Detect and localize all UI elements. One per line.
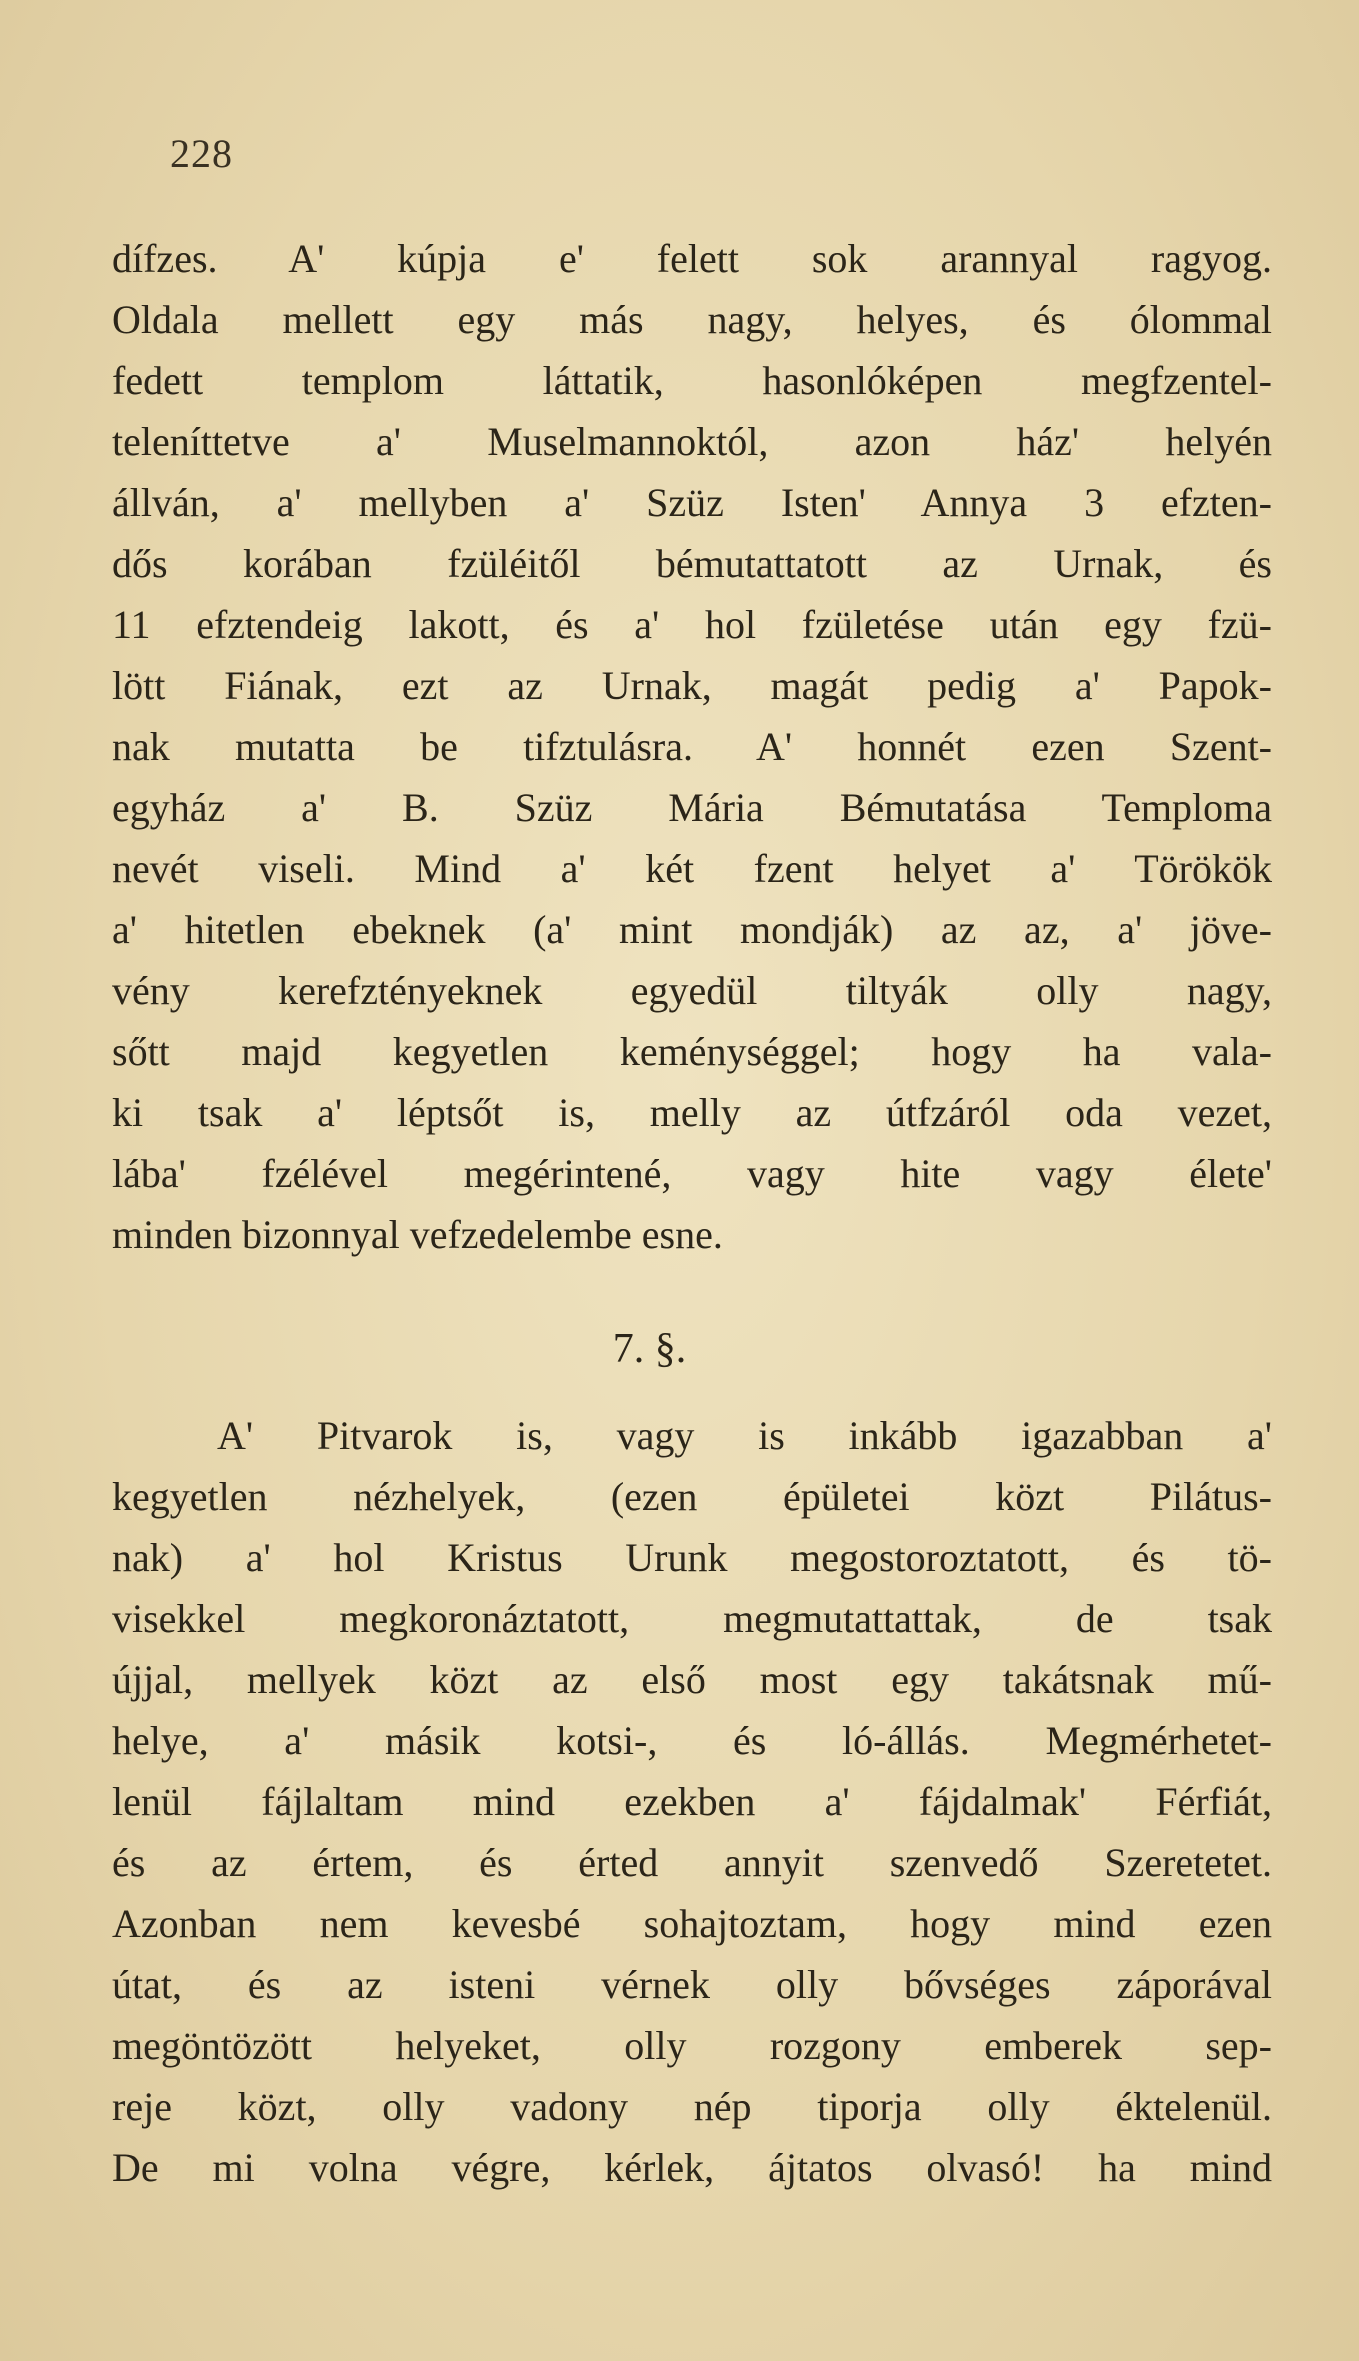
text-line: megöntözött helyeket, olly rozgony emberek sep- — [112, 2023, 1272, 2068]
text-line: lába' fzélével megérintené, vagy hite vagy élete' — [112, 1151, 1272, 1196]
text-line: útat, és az isteni vérnek olly bővséges záporával — [112, 1962, 1272, 2007]
text-line: helye, a' másik kotsi-, és ló-állás. Megmérhetet- — [112, 1718, 1272, 1763]
text-line: De mi volna végre, kérlek, ájtatos olvasó! ha mind — [112, 2145, 1272, 2190]
text-line: nak mutatta be tifztulásra. A' honnét ezen Szent- — [112, 724, 1272, 769]
text-line: vény kerefztényeknek egyedül tiltyák olly nagy, — [112, 968, 1272, 1013]
text-line: kegyetlen nézhelyek, (ezen épületei közt Pilátus- — [112, 1474, 1272, 1519]
text-line: Azonban nem kevesbé sohajtoztam, hogy mind ezen — [112, 1901, 1272, 1946]
text-line: ki tsak a' léptsőt is, melly az útfzáról oda vezet, — [112, 1090, 1272, 1135]
text-line: állván, a' mellyben a' Szüz Isten' Annya 3 efzten- — [112, 480, 1272, 525]
text-line: és az értem, és érted annyit szenvedő Szeretetet. — [112, 1840, 1272, 1885]
section-heading-text: 7. §. — [612, 1326, 687, 1372]
section-heading — [0, 1325, 1359, 1373]
text-line: újjal, mellyek közt az első most egy takátsnak mű- — [112, 1657, 1272, 1702]
text-line: fedett templom láttatik, hasonlóképen megfzentel- — [112, 358, 1272, 403]
text-line: lött Fiának, ezt az Urnak, magát pedig a' Papok- — [112, 663, 1272, 708]
text-line: sőtt majd kegyetlen keménységgel; hogy ha vala- — [112, 1029, 1272, 1074]
text-line: teleníttetve a' Muselmannoktól, azon ház' helyén — [112, 419, 1272, 464]
text-line: dífzes. A' kúpja e' felett sok arannyal ragyog. — [112, 236, 1272, 281]
text-line: minden bizonnyal vefzedelembe esne. — [112, 1212, 723, 1257]
text-line: 11 efztendeig lakott, és a' hol fzületése után egy fzü- — [112, 602, 1272, 647]
paragraph-2 — [112, 1405, 1272, 2198]
text-line: egyház a' B. Szüz Mária Bémutatása Temploma — [112, 785, 1272, 830]
text-line: nevét viseli. Mind a' két fzent helyet a' Törökök — [112, 846, 1272, 891]
text-line: Oldala mellett egy más nagy, helyes, és ólommal — [112, 297, 1272, 342]
text-line: reje közt, olly vadony nép tiporja olly éktelenül. — [112, 2084, 1272, 2129]
text-line: a' hitetlen ebeknek (a' mint mondják) az az, a' jöve- — [112, 907, 1272, 952]
text-line: nak) a' hol Kristus Urunk megostoroztatott, és tö- — [112, 1535, 1272, 1580]
text-line: dős korában fzüléitől bémutattatott az Urnak, és — [112, 541, 1272, 586]
text-line: visekkel megkoronáztatott, megmutattattak, de tsak — [112, 1596, 1272, 1641]
text-line: A' Pitvarok is, vagy is inkább igazabban a' — [217, 1413, 1272, 1458]
page-number: 228 — [170, 131, 233, 176]
paragraph-1 — [112, 228, 1272, 1265]
text-line: lenül fájlaltam mind ezekben a' fájdalmak' Férfiát, — [112, 1779, 1272, 1824]
